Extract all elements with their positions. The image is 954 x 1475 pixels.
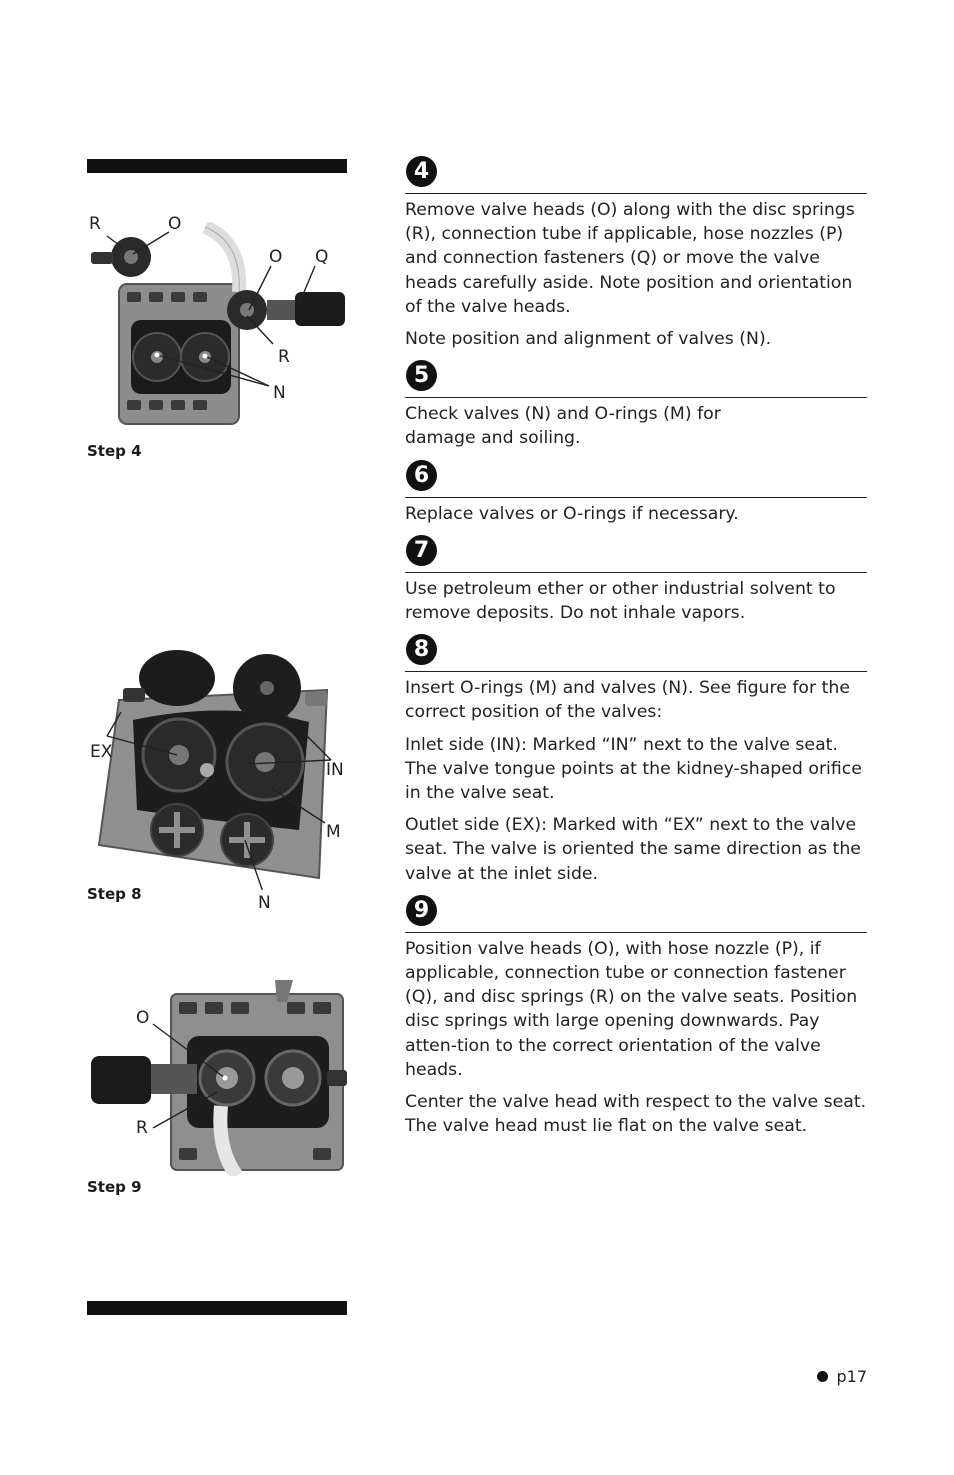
- step-9-paragraph: Center the valve head with respect to the valve seat. The valve head must lie flat on the valve seat.: [405, 1092, 867, 1137]
- step8-label-m: M: [326, 822, 341, 842]
- page-footer: [817, 1367, 867, 1386]
- step4-label-n: N: [273, 383, 286, 403]
- step4-photo: [87, 222, 352, 430]
- step-8-header: [405, 633, 867, 672]
- step-9-paragraph: Position valve heads (O), with hose nozzle (P), if applicable, connection tube or connection fastener (Q), and disc springs (R) on the valve seats. Position disc springs with large opening downwards. Pay atten-tion to the correct orientation of the valve heads.: [405, 938, 858, 1080]
- step-7-header: [405, 534, 867, 573]
- step9-photo: [87, 980, 352, 1176]
- step-6: [405, 459, 867, 526]
- step-9: [405, 894, 867, 1139]
- step-7-number-badge: 7: [406, 535, 437, 566]
- step8-label-n: N: [258, 893, 271, 913]
- step-5-number-badge: 5: [406, 360, 437, 391]
- step-9-header: [405, 894, 867, 933]
- step-8-number-badge: 8: [406, 634, 437, 665]
- step-7-paragraph: Use petroleum ether or other industrial solvent to remove deposits. Do not inhale vapors.: [405, 578, 836, 624]
- step-5-paragraph: Check valves (N) and O-rings (M) for damage and soiling.: [405, 404, 721, 449]
- step4-label-q: Q: [315, 247, 329, 267]
- step-4: [405, 155, 867, 351]
- step8-label-in: IN: [326, 760, 344, 780]
- steps-column: [405, 155, 867, 1146]
- step-6-number-badge: 6: [406, 460, 437, 491]
- top-left-bar: [87, 159, 347, 173]
- step9-caption: Step 9: [87, 1178, 142, 1196]
- step8-caption: Step 8: [87, 885, 142, 903]
- bottom-left-bar: [87, 1301, 347, 1315]
- page-number: p17: [836, 1367, 867, 1386]
- step-6-paragraph: Replace valves or O-rings if necessary.: [405, 503, 739, 524]
- step4-label-r-top: R: [89, 214, 101, 234]
- step8-photo: [87, 640, 352, 890]
- step4-label-r-right: R: [278, 347, 290, 367]
- step-9-number-badge: 9: [406, 895, 437, 926]
- step-5-header: [405, 359, 867, 398]
- step8-label-ex: EX: [90, 742, 113, 762]
- step9-label-o: O: [136, 1008, 150, 1028]
- step9-label-r: R: [136, 1118, 148, 1138]
- step-4-paragraph: Remove valve heads (O) along with the disc springs (R), connection tube if applicable, hose nozzles (P) and connection fasteners (Q) or move the valve heads carefully aside. Note position and orientation of the valve heads.: [405, 200, 855, 317]
- step4-label-o-top: O: [168, 214, 182, 234]
- step-8-paragraph: Insert O-rings (M) and valves (N). See figure for the correct position of the valves:: [405, 678, 850, 723]
- step-4-header: [405, 155, 867, 194]
- step-4-number-badge: 4: [406, 156, 437, 187]
- bullet-dot-icon: [817, 1371, 828, 1382]
- step-8-paragraph: Outlet side (EX): Marked with “EX” next to the valve seat. The valve is oriented the same direction as the valve at the inlet side.: [405, 815, 861, 884]
- step-6-header: [405, 459, 867, 498]
- step-5: [405, 359, 867, 450]
- step-4-paragraph: Note position and alignment of valves (N).: [405, 329, 772, 350]
- step4-label-o-right: O: [269, 247, 283, 267]
- step-8-paragraph: Inlet side (IN): Marked “IN” next to the valve seat. The valve tongue points at the kidney-shaped orifice in the valve seat.: [405, 734, 862, 804]
- step-7: [405, 534, 867, 625]
- step4-caption: Step 4: [87, 442, 142, 460]
- step-8: [405, 633, 867, 886]
